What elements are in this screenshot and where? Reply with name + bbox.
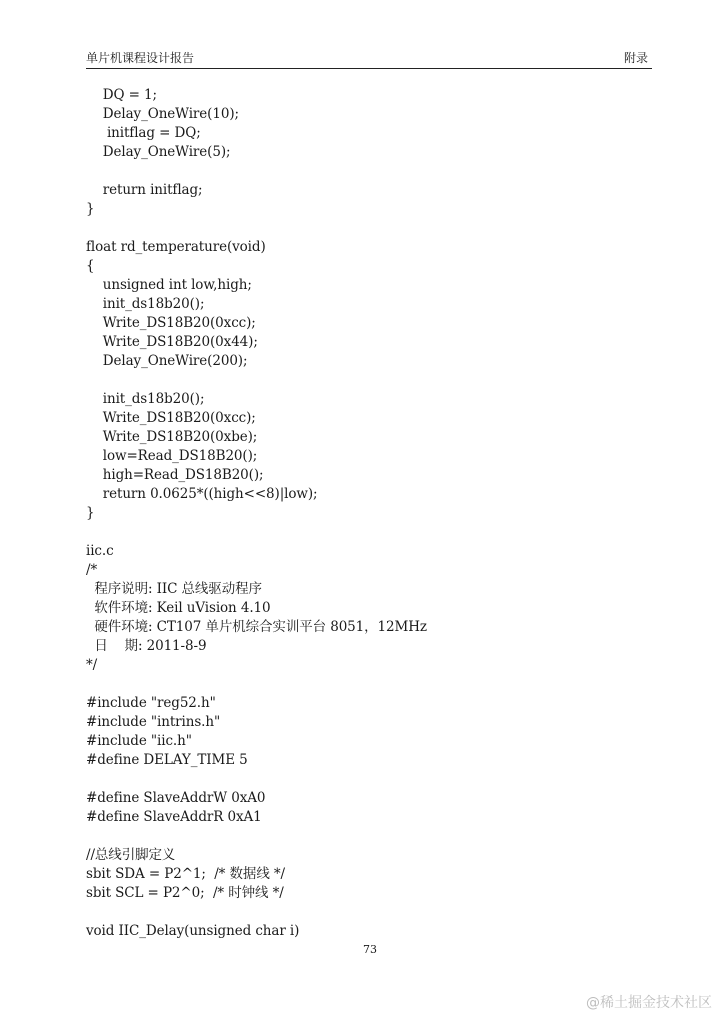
code-line: 硬件环境: CT107 单片机综合实训平台 8051，12MHz xyxy=(86,619,427,635)
code-line: Delay_OneWire(10); xyxy=(86,106,239,122)
code-line: #define SlaveAddrW 0xA0 xyxy=(86,790,266,806)
code-line: #include "reg52.h" xyxy=(86,695,216,711)
code-line xyxy=(86,219,666,238)
code-line: Write_DS18B20(0xcc); xyxy=(86,315,256,331)
code-line: iic.c xyxy=(86,543,114,559)
watermark: @稀土掘金技术社区 xyxy=(586,995,712,1011)
code-line: float rd_temperature(void) xyxy=(86,239,266,255)
code-line xyxy=(86,827,666,846)
code-line: Write_DS18B20(0x44); xyxy=(86,334,258,350)
page-number: 73 xyxy=(363,943,377,956)
code-line xyxy=(86,903,666,922)
code-line: init_ds18b20(); xyxy=(86,391,205,407)
code-line: #include "intrins.h" xyxy=(86,714,221,730)
code-line xyxy=(86,371,666,390)
code-line: #define DELAY_TIME 5 xyxy=(86,752,248,768)
section-label: 附录 xyxy=(623,51,648,65)
code-line: Write_DS18B20(0xcc); xyxy=(86,410,256,426)
code-line: Delay_OneWire(200); xyxy=(86,353,248,369)
code-line xyxy=(86,162,666,181)
code-line: low=Read_DS18B20(); xyxy=(86,448,258,464)
code-line: //总线引脚定义 xyxy=(86,847,176,863)
code-line: return 0.0625*((high<<8)|low); xyxy=(86,486,318,502)
code-line: } xyxy=(86,505,95,521)
code-line: #define SlaveAddrR 0xA1 xyxy=(86,809,262,825)
code-line: Write_DS18B20(0xbe); xyxy=(86,429,258,445)
code-line: 软件环境: Keil uVision 4.10 xyxy=(86,600,271,616)
code-line xyxy=(86,523,666,542)
code-line: #include "iic.h" xyxy=(86,733,192,749)
code-line: 程序说明: IIC 总线驱动程序 xyxy=(86,581,262,597)
code-line: } xyxy=(86,201,95,217)
code-line: sbit SCL = P2^0; /* 时钟线 */ xyxy=(86,885,284,901)
code-line: DQ = 1; xyxy=(86,87,157,103)
code-line: */ xyxy=(86,657,98,673)
code-line: high=Read_DS18B20(); xyxy=(86,467,264,483)
code-line xyxy=(86,770,666,789)
code-listing xyxy=(86,86,666,941)
code-line: initflag = DQ; xyxy=(86,125,201,141)
document-title: 单片机课程设计报告 xyxy=(86,51,195,65)
code-line: init_ds18b20(); xyxy=(86,296,205,312)
code-line: sbit SDA = P2^1; /* 数据线 */ xyxy=(86,866,286,882)
code-line: unsigned int low,high; xyxy=(86,277,252,293)
code-line: return initflag; xyxy=(86,182,203,198)
code-line: { xyxy=(86,258,95,274)
code-line: /* xyxy=(86,562,98,578)
code-line xyxy=(86,675,666,694)
code-line: void IIC_Delay(unsigned char i) xyxy=(86,923,300,939)
code-line: Delay_OneWire(5); xyxy=(86,144,231,160)
code-line: 日 期: 2011-8-9 xyxy=(86,638,207,654)
page-header xyxy=(86,50,652,69)
